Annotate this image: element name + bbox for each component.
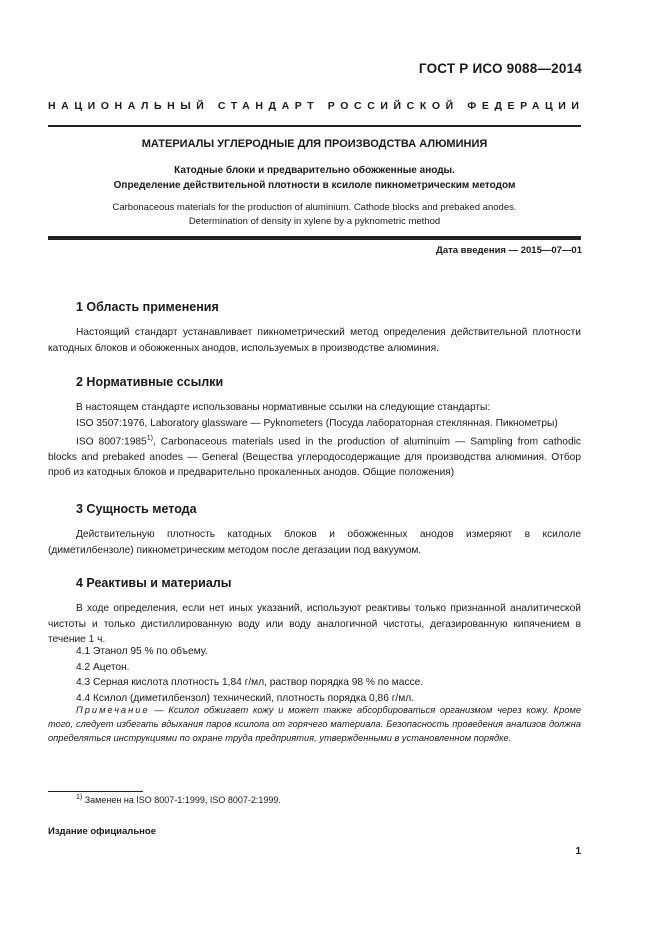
footnote-divider [48,791,143,792]
english-title-line-2: Determination of density in xylene by a pyknometric method [188,216,441,227]
subtitle-line-1: Катодные блоки и предварительно обожженные аноды. [174,165,455,176]
reference-iso-8007-text: , Carbonaceous materials used in the production of aluminuim — Sampling from cathodic blocks and prebaked anodes — General (Вещества углеродосодержащие для производства алюминия. Отбор проб из катодных блоков и предварительно прокаленных анодов. Общие положения) [48,436,582,479]
footnote [76,794,281,805]
reference-iso-8007 [48,431,581,481]
safety-note [48,704,581,745]
section-4-heading: 4 Реактивы и материалы [76,576,232,590]
section-1-heading: 1 Область применения [76,300,219,314]
document-title: МАТЕРИАЛЫ УГЛЕРОДНЫЕ ДЛЯ ПРОИЗВОДСТВА АЛЮМИНИЯ [141,138,488,150]
document-subtitle [48,164,581,193]
section-2-text [48,400,581,481]
footnote-marker: 1) [146,435,153,442]
section-3-paragraph: Действительную плотность катодных блоков и обожженных анодов измеряют в ксилоле (диметилбензоле) пикнометрическим методом после дегазации под вакуумом. [48,529,581,556]
section-2-intro: В настоящем стандарте использованы нормативные ссылки на следующие стандарты: [76,402,491,413]
english-title [48,201,581,229]
section-1-text [48,325,581,356]
standard-code: ГОСТ Р ИСО 9088—2014 [418,61,582,76]
list-item: 4.3 Серная кислота плотность 1,84 г/мл, раствор порядка 98 % по массе. [76,677,424,688]
section-3-text [48,527,581,558]
footnote-text: Заменен на ISO 8007-1:1999, ISO 8007-2:1999. [82,795,281,805]
page-number: 1 [575,846,581,857]
list-item: 4.2 Ацетон. [76,661,130,673]
list-item: 4.1 Этанол 95 % по объему. [76,646,208,657]
note-text: — Ксилол обжигает кожу и может также абсорбироваться организмом через кожу. Кроме того, следует избегать вдыхания паров ксилола от горячего материала. Безопасность проведения анализов должна определяться инструкциями по охране труда предприятия, утвержденными в установленном порядке. [48,705,581,743]
section-1-paragraph: Настоящий стандарт устанавливает пикнометрический метод определения действительной плотности катодных блоков и обожженных анодов, используемых в производстве алюминия. [48,327,581,354]
introduction-date: Дата введения — 2015—07—01 [436,245,582,256]
title-divider [48,236,581,240]
section-4-text [48,601,581,648]
national-standard-label: НАЦИОНАЛЬНЫЙ СТАНДАРТ РОССИЙСКОЙ ФЕДЕРАЦИИ [48,100,585,112]
section-4-paragraph: В ходе определения, если нет иных указаний, используют реактивы только признанной аналитической чистоты и только дистиллированную воду или воду аналогичной чистоты, дегазированную кипячением в течение 1 ч. [48,603,581,645]
edition-label: Издание официальное [48,826,156,837]
section-3-heading: 3 Сущность метода [76,502,197,516]
note-label: Примечание [76,705,150,715]
reference-iso-8007-code: ISO 8007:1985 [76,436,147,448]
reagents-list [76,644,423,706]
footnote-number: 1) [76,794,83,801]
english-title-line-1: Carbonaceous materials for the production of aluminium. Cathode blocks and prebaked anodes. [112,202,517,213]
header-divider [48,125,581,127]
section-2-heading: 2 Нормативные ссылки [76,375,224,389]
subtitle-line-2: Определение действительной плотности в ксилоле пикнометрическим методом [113,179,516,191]
list-item: 4.4 Ксилол (диметилбензол) технический, плотность порядка 0,86 г/мл. [76,692,415,704]
reference-iso-3507: ISO 3507:1976, Laboratory glassware — Pyknometers (Посуда лабораторная стеклянная. Пикнометры) [76,417,558,429]
